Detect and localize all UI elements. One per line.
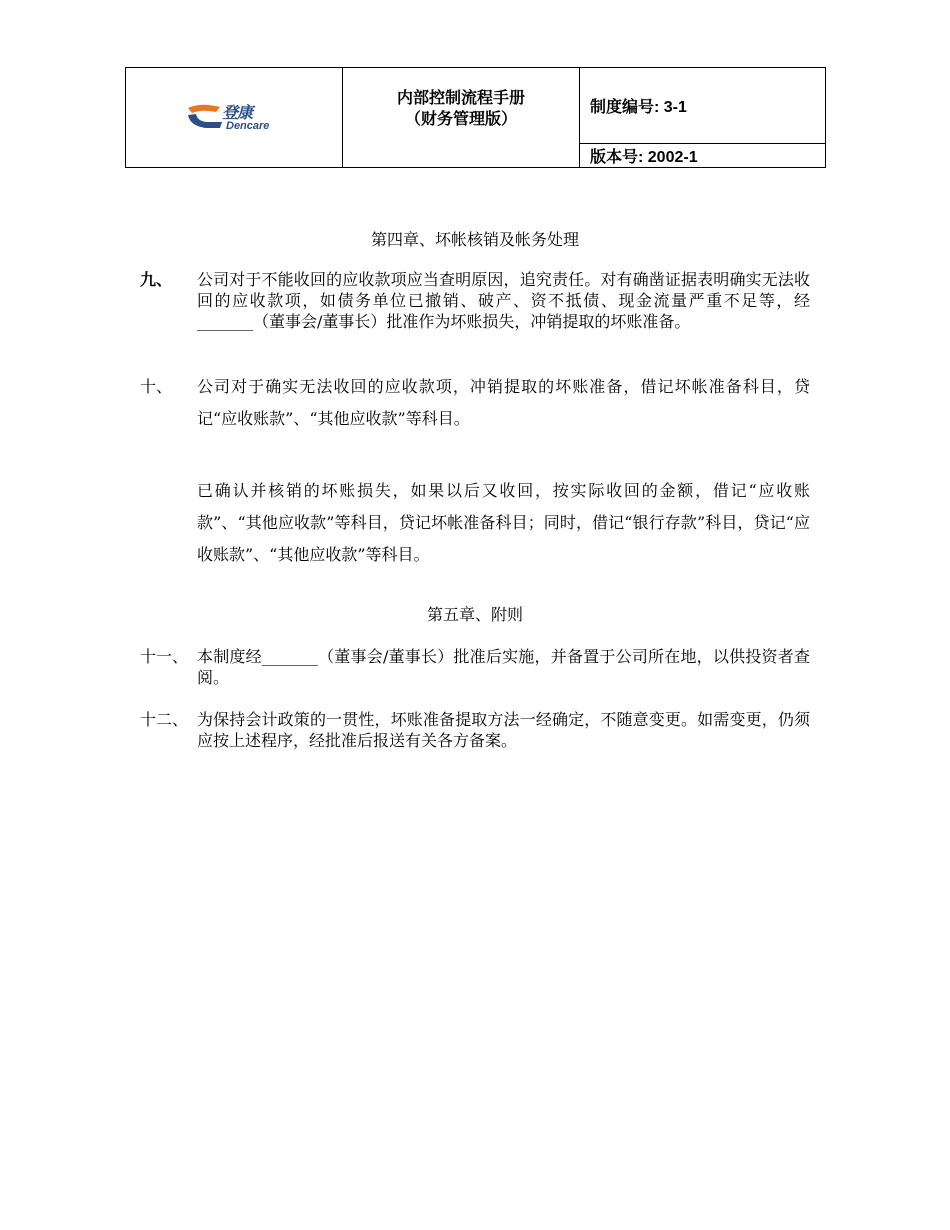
swoosh-logo-icon [186,104,224,130]
manual-title: 内部控制流程手册 [396,90,525,107]
clause-11 [140,646,810,688]
clause-10 [140,371,810,435]
manual-subtitle: （财务管理版） [404,111,517,128]
clause-number: 九、 [140,270,173,289]
document-version: 版本号: 2002-1 [590,149,698,166]
chapter-4-heading: 第四章、坏帐核销及帐务处理 [370,230,579,249]
clause-12 [140,709,810,751]
clause-text: 为保持会计政策的一贯性，坏账准备提取方法一经确定，不随意变更。如需变更，仍须应按上述程序，经批准后报送有关各方备案。 [197,710,810,750]
clause-text: 公司对于不能收回的应收款项应当查明原因，追究责任。对有确凿证据表明确实无法收回的应收款项，如债务单位已撤销、破产、资不抵债、现金流量严重不足等，经_______（董事会/董事长）批准作为坏账损失，冲销提取的坏账准备。 [197,270,810,331]
logo-chinese-name: 登康 [222,102,253,122]
logo-cell [126,68,343,168]
manual-title-cell [343,68,580,168]
clause-number: 十一、 [140,647,189,666]
clause-9 [140,269,810,332]
clause-text: 本制度经_______（董事会/董事长）批准后实施，并备置于公司所在地，以供投资者查阅。 [197,647,810,687]
clause-number: 十、 [140,377,173,396]
logo-english-name: Dencare [226,119,270,132]
paragraph-text: 已确认并核销的坏账损失，如果以后又收回，按实际收回的金额，借记“应收账款”、“其他应收款”等科目，贷记坏帐准备科目；同时，借记“银行存款”科目，贷记“应收账款”、“其他应收款”等科目。 [197,481,810,564]
version-cell [580,144,826,168]
bad-debt-recovery-paragraph [140,475,810,571]
chapter-5-heading: 第五章、附则 [426,605,523,624]
document-header-table [125,67,826,168]
company-logo [186,98,282,138]
code-cell [580,68,826,144]
clause-number: 十二、 [140,710,189,729]
document-code: 制度编号: 3-1 [590,99,687,116]
clause-text: 公司对于确实无法收回的应收款项，冲销提取的坏账准备，借记坏帐准备科目，贷记“应收账款”、“其他应收款”等科目。 [197,377,810,428]
